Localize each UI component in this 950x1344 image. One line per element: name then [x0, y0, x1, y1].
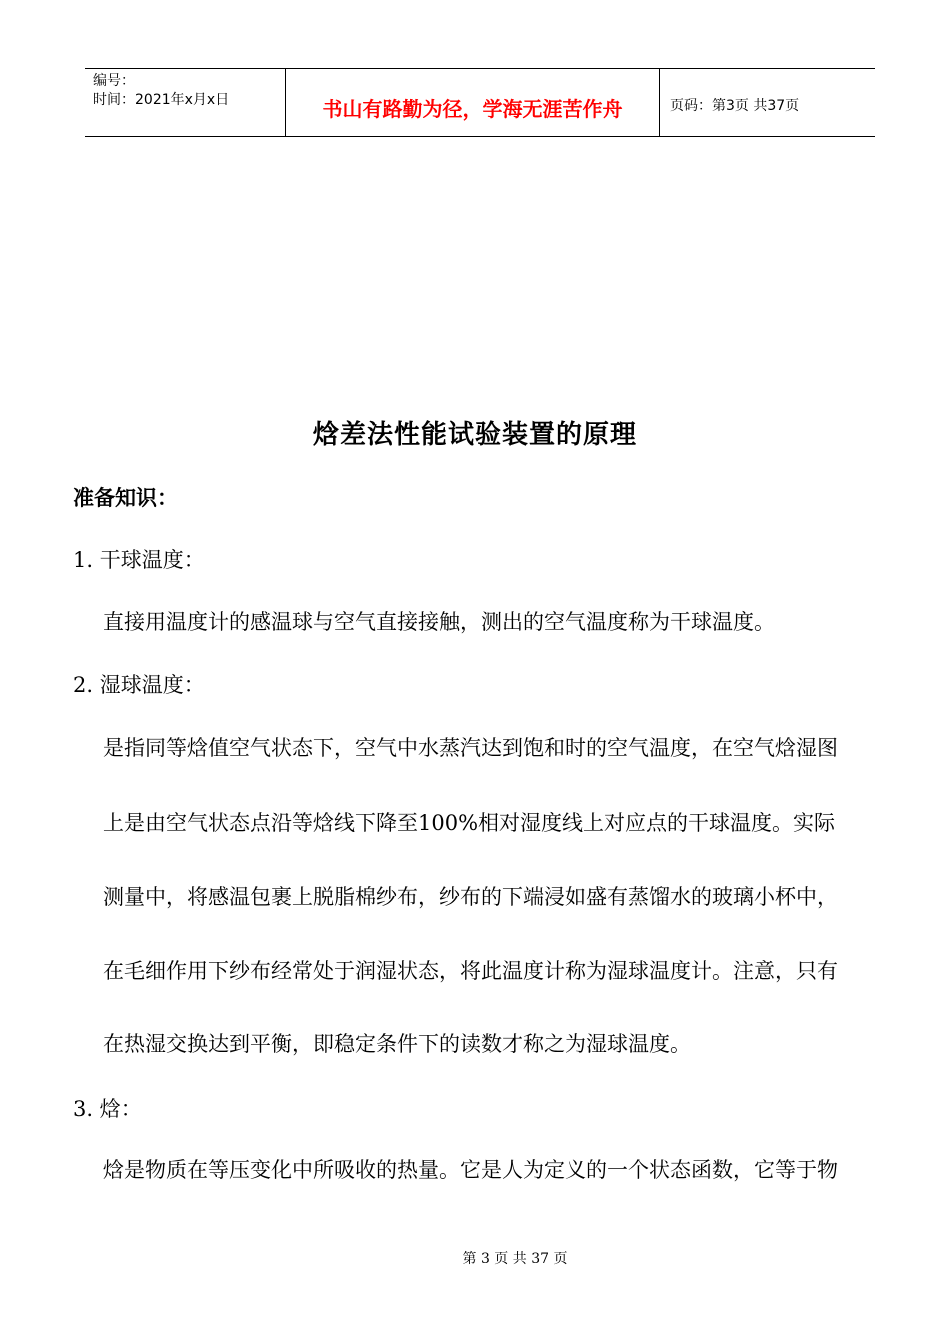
document-header: [85, 68, 875, 137]
header-motto-cell: [286, 69, 660, 136]
number-label: 编号：: [93, 73, 135, 89]
item2-text-line1: 是指同等焓值空气状态下，空气中水蒸汽达到饱和时的空气温度，在空气焓湿图: [103, 736, 838, 760]
page-info: 页码：第3页 共37页: [670, 98, 800, 114]
item1-heading: 1. 干球温度：: [73, 548, 205, 572]
header-page-cell: [660, 69, 875, 136]
time-label: 时间：2021年x月x日: [93, 92, 230, 108]
item3-text-line1: 焓是物质在等压变化中所吸收的热量。它是人为定义的一个状态函数，它等于物: [103, 1158, 838, 1182]
page-footer: 第 3 页 共 37 页: [462, 1251, 568, 1267]
item2-heading: 2. 湿球温度：: [73, 673, 205, 697]
header-meta-cell: [85, 69, 286, 136]
item2-text-line4: 在毛细作用下纱布经常处于润湿状态，将此温度计称为湿球温度计。注意，只有: [103, 959, 838, 983]
motto: 书山有路勤为径，学海无涯苦作舟: [322, 97, 623, 121]
item2-text-line3: 测量中，将感温包裹上脱脂棉纱布，纱布的下端浸如盛有蒸馏水的玻璃小杯中，: [103, 885, 838, 909]
page-title: 焓差法性能试验装置的原理: [312, 420, 637, 450]
item1-text: 直接用温度计的感温球与空气直接接触，测出的空气温度称为干球温度。: [103, 610, 775, 634]
section-heading: 准备知识：: [73, 485, 178, 510]
item2-text-line5: 在热湿交换达到平衡，即稳定条件下的读数才称之为湿球温度。: [103, 1032, 691, 1056]
item3-heading: 3. 焓：: [73, 1097, 142, 1121]
item2-text-line2: 上是由空气状态点沿等焓线下降至100%相对湿度线上对应点的干球温度。实际: [103, 811, 836, 835]
